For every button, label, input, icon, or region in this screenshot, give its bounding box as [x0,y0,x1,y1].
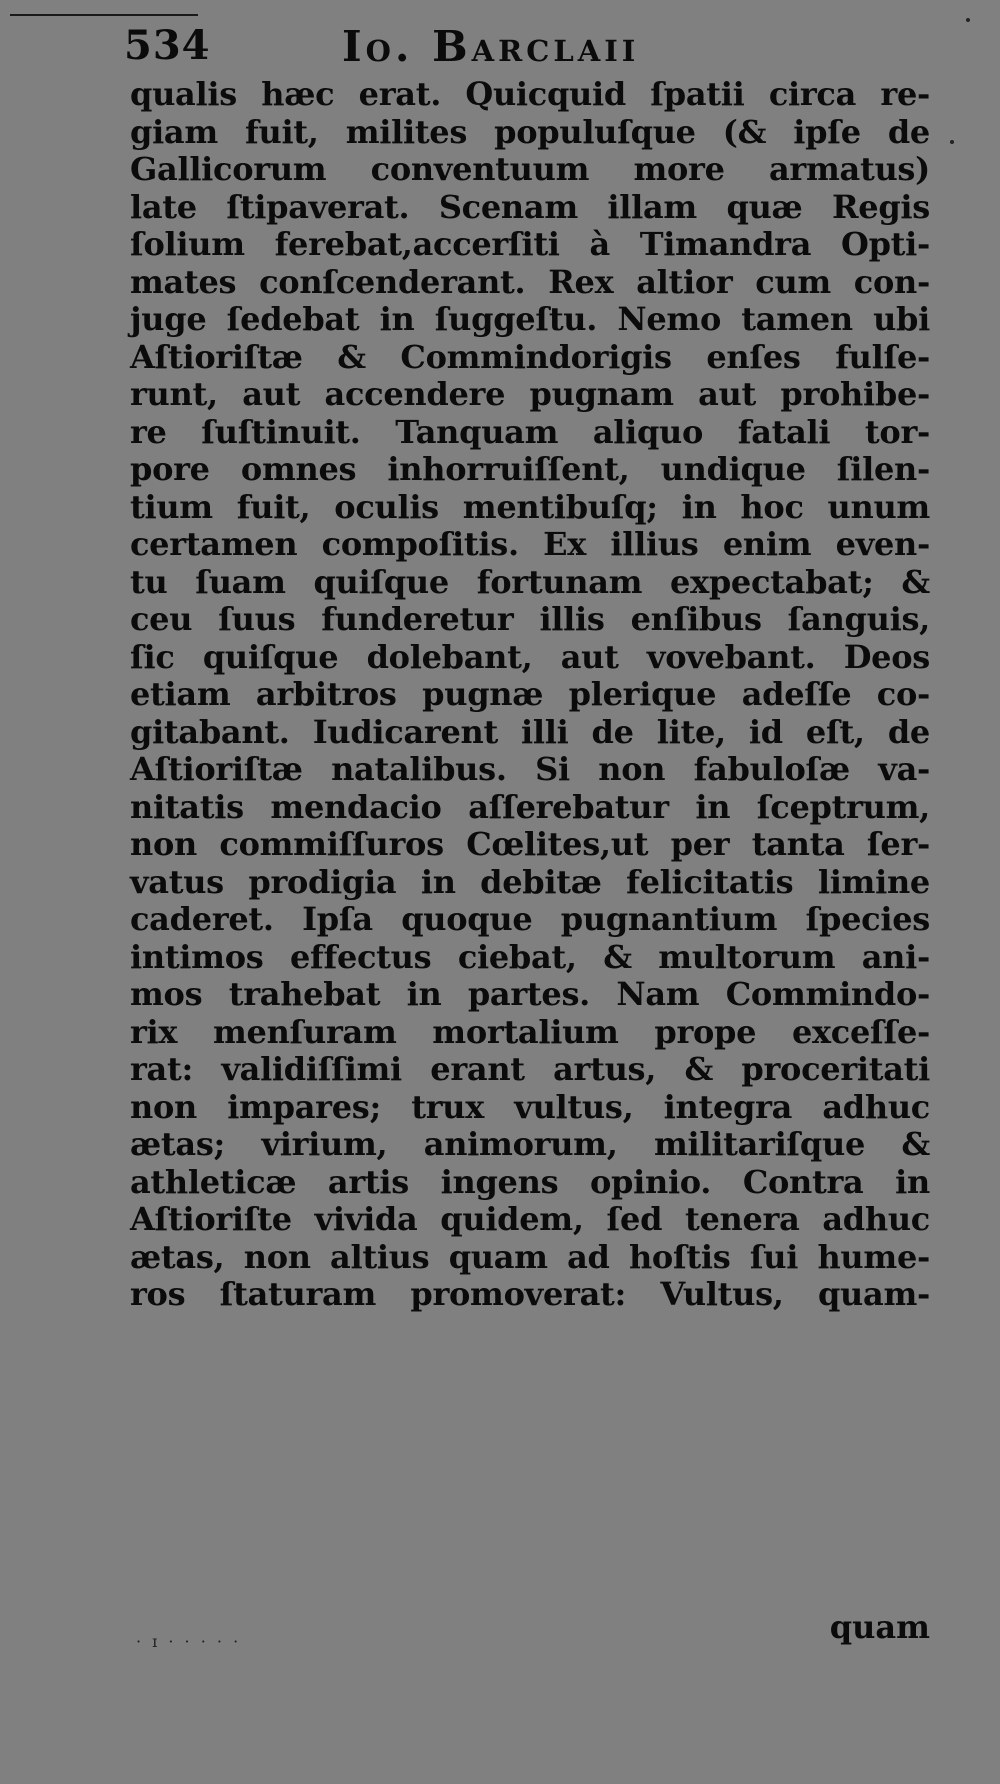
page-number: 534 [124,22,211,69]
text-line: ſolium ferebat,accerſiti à Timandra Opti- [130,225,930,263]
text-line: Aſtioriſtæ & Commindorigis enſes fulſe- [130,337,930,376]
page-header [124,22,864,78]
text-line: re ſuſtinuit. Tanquam aliquo fatali tor- [130,412,930,451]
text-line: runt, aut accendere pugnam aut prohibe- [130,375,930,413]
text-line: gitabant. Iudicarent illi de lite, id eſt, de [130,712,930,751]
text-line: pore omnes inhorruiſſent, undique ſilen- [130,450,930,488]
text-line: non commiſſuros Cœlites,ut per tanta ſer- [130,825,930,863]
text-line: etiam arbitros pugnæ plerique adeſſe co- [130,675,930,713]
catchword: quam [829,1608,930,1646]
text-line: giam fuit, milites populuſque (& ipſe de [130,112,930,151]
text-line: intimos effectus ciebat, & multorum ani- [130,937,930,976]
text-line: non impares; trux vultus, integra adhuc [130,1087,930,1126]
ink-speck [966,18,970,22]
signature-marks: · ɪ · · · · · [136,1632,242,1651]
text-line: ætas; virium, animorum, militariſque & [130,1125,930,1163]
text-line: ætas, non altius quam ad hoſtis ſui hume- [130,1237,930,1276]
text-line: ſic quiſque dolebant, aut vovebant. Deos [130,637,930,676]
text-line: ros ſtaturam promoverat: Vultus, quam- [130,1275,930,1313]
text-line: qualis hæc erat. Quicquid ſpatii circa re- [130,75,930,113]
top-rule [10,14,198,16]
text-line: mates conſcenderant. Rex altior cum con- [130,262,930,301]
text-line: rat: validiſſimi erant artus, & proceritati [130,1050,930,1088]
text-line: Aſtioriſtæ natalibus. Si non fabuloſæ va- [130,750,930,788]
text-line: tu ſuam quiſque fortunam expectabat; & [130,562,930,601]
text-line: juge ſedebat in ſuggeſtu. Nemo tamen ubi [130,300,930,338]
text-line: rix menſuram mortalium prope exceſſe- [130,1012,930,1051]
running-head: Io. Barclaii [342,22,640,71]
text-line: Aſtioriſte vivida quidem, ſed tenera adhuc [130,1200,930,1238]
ink-speck [950,140,954,144]
text-line: vatus prodigia in debitæ felicitatis limine [130,862,930,901]
text-line: certamen compoſitis. Ex illius enim even- [130,525,930,563]
text-line: nitatis mendacio aſſerebatur in ſceptrum, [130,787,930,826]
text-line: athleticæ artis ingens opinio. Contra in [130,1162,930,1201]
page-footer [130,1608,930,1658]
body-text [130,76,930,1314]
text-line: Gallicorum conventuum more armatus) [130,150,930,188]
text-line: caderet. Ipſa quoque pugnantium ſpecies [130,900,930,938]
text-line: tium fuit, oculis mentibuſq; in hoc unum [130,487,930,526]
text-line: ceu ſuus funderetur illis enſibus ſanguis, [130,600,930,638]
text-line: mos trahebat in partes. Nam Commindo- [130,975,930,1013]
text-line: late ſtipaverat. Scenam illam quæ Regis [130,187,930,226]
